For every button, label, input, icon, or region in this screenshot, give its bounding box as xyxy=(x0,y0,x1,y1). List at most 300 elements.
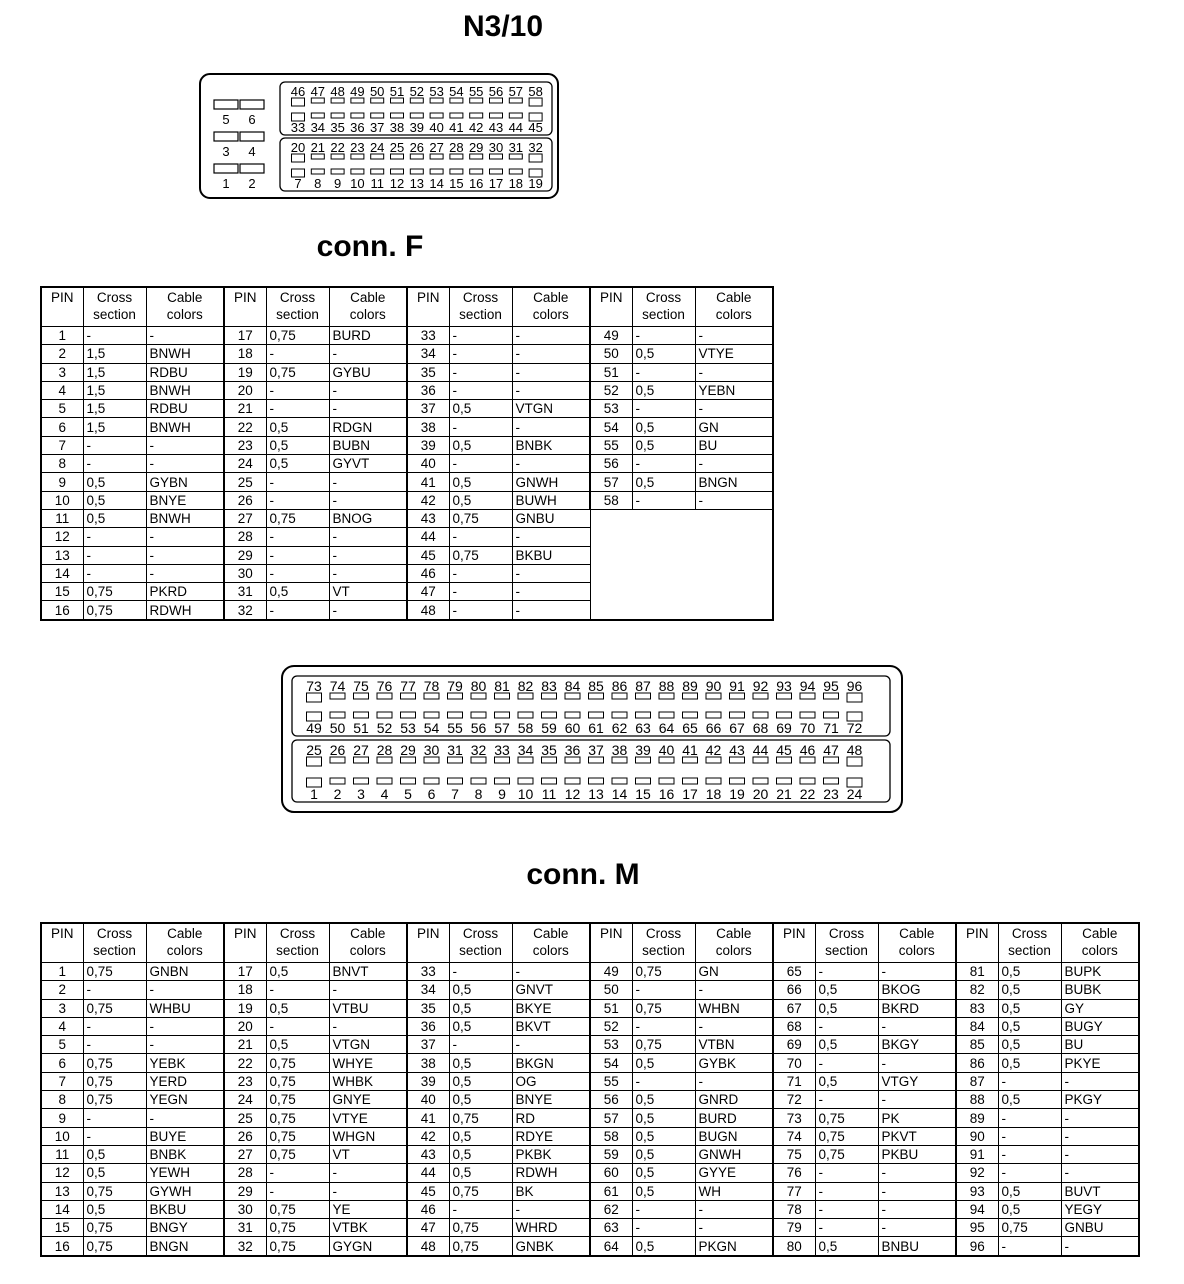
conn-m-upper-pin-label: 77 xyxy=(400,678,416,694)
cross-section: 0,5 xyxy=(815,1072,878,1090)
pin-number: 35 xyxy=(407,999,449,1017)
cross-section: 0,75 xyxy=(815,1145,878,1163)
conn-m-upper-pin-slot xyxy=(589,712,604,718)
conn-m-upper-pin-label: 65 xyxy=(682,720,698,736)
cable-colors: BURD xyxy=(695,1109,773,1127)
cable-colors: BKGN xyxy=(512,1054,590,1072)
cross-section: - xyxy=(449,345,512,363)
cross-section: - xyxy=(83,528,146,546)
conn-m-lower-pin-label: 48 xyxy=(846,742,863,758)
table-row xyxy=(41,981,1139,999)
conn-f-lower-pin-slot xyxy=(509,169,522,174)
conn-f-lower-pin-slot xyxy=(490,169,503,174)
pin-number: 48 xyxy=(407,601,449,620)
cable-colors: VTBK xyxy=(329,1219,407,1237)
conn-m-lower-pin-label: 46 xyxy=(799,742,816,758)
pin-number: 17 xyxy=(224,963,266,981)
conn-f-lower-pin-label: 27 xyxy=(429,140,444,155)
cross-section: 0,75 xyxy=(632,999,695,1017)
conn-m-lower-pin-label: 1 xyxy=(310,786,318,802)
cross-header-line: Cross xyxy=(828,926,865,941)
pin-number: 59 xyxy=(590,1145,632,1163)
pin-number: 32 xyxy=(224,1237,266,1256)
conn-f-lower-pin-label: 16 xyxy=(468,176,484,191)
pin-number: 4 xyxy=(41,381,83,399)
cross-section: - xyxy=(632,400,695,418)
cable-colors: - xyxy=(1061,1145,1139,1163)
pin-number: 67 xyxy=(773,999,815,1017)
pin-number: 9 xyxy=(41,473,83,491)
cross-section: - xyxy=(83,564,146,582)
pin-number: 81 xyxy=(956,963,998,981)
conn-m-upper-pin-label: 91 xyxy=(729,678,745,694)
cross-section: 0,5 xyxy=(998,1182,1061,1200)
cable-colors: BNYE xyxy=(512,1091,590,1109)
pin-number: 89 xyxy=(956,1109,998,1127)
cross-section: 0,75 xyxy=(83,963,146,981)
pin-header: PIN xyxy=(41,287,83,327)
conn-f-upper-pin-label: 37 xyxy=(369,120,385,135)
conn-m-lower-pin-slot xyxy=(495,778,510,784)
table-row xyxy=(41,1109,1139,1127)
cross-section: 0,75 xyxy=(83,1182,146,1200)
pin-number: 50 xyxy=(590,345,632,363)
pin-number: 14 xyxy=(41,1200,83,1218)
cross-header xyxy=(266,923,329,963)
pin-number: 39 xyxy=(407,1072,449,1090)
cable-header-line: Cable xyxy=(350,926,386,941)
cross-section: - xyxy=(83,981,146,999)
table-row xyxy=(41,1200,1139,1218)
conn-f-lower-pin-label: 18 xyxy=(508,176,524,191)
table-row xyxy=(41,1127,1139,1145)
cross-section: 0,5 xyxy=(632,1237,695,1256)
table-row xyxy=(41,381,773,399)
pin-number: 57 xyxy=(590,473,632,491)
cable-colors: BNWH xyxy=(146,418,224,436)
cable-colors: GYBU xyxy=(329,363,407,381)
table-row xyxy=(41,1054,1139,1072)
cable-colors: BNGN xyxy=(146,1237,224,1256)
pin-number: 1 xyxy=(41,963,83,981)
conn-f-power-label: 6 xyxy=(248,112,256,127)
cross-section: 0,75 xyxy=(266,1145,329,1163)
cable-colors: YEWH xyxy=(146,1164,224,1182)
cross-section: - xyxy=(449,528,512,546)
pin-number: 96 xyxy=(956,1237,998,1256)
conn-f-lower-pin-label: 8 xyxy=(314,176,322,191)
empty-cell xyxy=(632,546,695,564)
conn-f-lower-pin-label: 25 xyxy=(389,140,405,155)
cable-header xyxy=(878,923,956,963)
conn-f-upper-pin-label: 48 xyxy=(330,84,345,99)
conn-f-upper-pin-label: 38 xyxy=(389,120,405,135)
pin-number: 84 xyxy=(956,1017,998,1035)
cross-section: 0,5 xyxy=(632,345,695,363)
conn-f-lower-pin-slot xyxy=(331,169,344,174)
pin-number: 21 xyxy=(224,400,266,418)
cross-header xyxy=(449,287,512,327)
cross-section: 0,5 xyxy=(632,436,695,454)
pin-number: 91 xyxy=(956,1145,998,1163)
pin-number: 43 xyxy=(407,509,449,527)
pin-number: 69 xyxy=(773,1036,815,1054)
pin-number: 55 xyxy=(590,1072,632,1090)
pin-number: 50 xyxy=(590,981,632,999)
table-row xyxy=(41,601,773,620)
cross-section: - xyxy=(449,327,512,345)
cross-section: 0,75 xyxy=(83,999,146,1017)
cable-colors: BKVT xyxy=(512,1017,590,1035)
cross-header-line: section xyxy=(93,307,136,322)
conn-m-lower-pin-label: 2 xyxy=(333,786,342,802)
cable-colors: - xyxy=(878,1219,956,1237)
cable-colors: BNBU xyxy=(878,1237,956,1256)
cross-section: 0,5 xyxy=(266,583,329,601)
pin-number: 3 xyxy=(41,999,83,1017)
pin-number: 78 xyxy=(773,1200,815,1218)
cable-header xyxy=(329,287,407,327)
conn-f-upper-pin-slot xyxy=(410,113,423,118)
pin-number: 31 xyxy=(224,1219,266,1237)
pin-number: 38 xyxy=(407,1054,449,1072)
pin-number: 16 xyxy=(41,1237,83,1256)
cable-colors: - xyxy=(695,363,773,381)
cable-colors: RDBU xyxy=(146,363,224,381)
pin-number: 6 xyxy=(41,418,83,436)
cross-section: 0,75 xyxy=(266,1072,329,1090)
pin-number: 42 xyxy=(407,1127,449,1145)
pin-number: 65 xyxy=(773,963,815,981)
cable-colors: BUBK xyxy=(1061,981,1139,999)
conn-f-upper-pin-slot xyxy=(331,113,344,118)
cable-header xyxy=(329,923,407,963)
table-row xyxy=(41,564,773,582)
cross-section: 0,75 xyxy=(632,963,695,981)
cable-colors: - xyxy=(695,981,773,999)
conn-f-lower-pin-label: 17 xyxy=(488,176,504,191)
cable-colors: - xyxy=(512,1200,590,1218)
conn-f-upper-pin-label: 45 xyxy=(528,120,543,135)
cable-colors: - xyxy=(695,455,773,473)
conn-m-upper-pin-slot xyxy=(565,712,580,718)
conn-m-lower-pin-slot xyxy=(706,778,721,784)
cable-colors: RDWH xyxy=(146,601,224,620)
conn-m-upper-pin-slot xyxy=(448,712,463,718)
cross-section: 0,75 xyxy=(266,1237,329,1256)
conn-m-lower-pin-slot xyxy=(824,778,839,784)
cable-header xyxy=(695,923,773,963)
pin-number: 47 xyxy=(407,583,449,601)
cross-section: 0,5 xyxy=(449,491,512,509)
cable-colors: - xyxy=(878,1182,956,1200)
cross-section: 0,5 xyxy=(632,418,695,436)
cable-colors: PKBU xyxy=(878,1145,956,1163)
pin-number: 58 xyxy=(590,1127,632,1145)
cable-colors: - xyxy=(146,1036,224,1054)
pin-number: 26 xyxy=(224,1127,266,1145)
cable-colors: GNWH xyxy=(512,473,590,491)
pin-number: 62 xyxy=(590,1200,632,1218)
cable-header-line: colors xyxy=(898,943,935,958)
pin-number: 39 xyxy=(407,436,449,454)
cross-header-line: Cross xyxy=(279,290,316,305)
conn-m-table xyxy=(40,922,1140,1257)
conn-f-upper-pin-slot xyxy=(311,113,324,118)
conn-m-upper-pin-label: 88 xyxy=(658,678,675,694)
conn-m-lower-pin-label: 15 xyxy=(635,786,651,802)
table-row xyxy=(41,509,773,527)
conn-m-upper-pin-label: 74 xyxy=(329,678,346,694)
conn-m-lower-pin-slot xyxy=(753,778,768,784)
pin-number: 33 xyxy=(407,963,449,981)
pin-number: 29 xyxy=(224,1182,266,1200)
conn-f-upper-pin-label: 58 xyxy=(528,84,543,99)
cable-colors: PK xyxy=(878,1109,956,1127)
cross-section: 0,75 xyxy=(449,1182,512,1200)
pin-number: 9 xyxy=(41,1109,83,1127)
empty-cell xyxy=(590,583,632,601)
cross-section: - xyxy=(632,1072,695,1090)
conn-f-upper-pin-slot xyxy=(529,98,542,106)
conn-m-lower-pin-label: 12 xyxy=(564,786,581,802)
cross-section: - xyxy=(266,1164,329,1182)
cross-section: 0,5 xyxy=(83,491,146,509)
pin-number: 93 xyxy=(956,1182,998,1200)
conn-m-lower-pin-label: 24 xyxy=(846,786,863,802)
conn-m-upper-pin-label: 86 xyxy=(611,678,628,694)
pin-number: 25 xyxy=(224,473,266,491)
cross-header-line: section xyxy=(93,943,136,958)
conn-f-upper-pin-label: 46 xyxy=(290,84,306,99)
conn-m-lower-pin-label: 4 xyxy=(380,786,389,802)
cross-header-line: section xyxy=(1008,943,1051,958)
cross-section: - xyxy=(266,564,329,582)
cross-section: 0,5 xyxy=(998,1036,1061,1054)
conn-m-upper-pin-slot xyxy=(330,712,345,718)
conn-m-upper-pin-slot xyxy=(424,712,439,718)
conn-f-upper-pin-label: 43 xyxy=(488,120,504,135)
conn-f-lower-pin-slot xyxy=(410,169,423,174)
conn-m-lower-pin-label: 34 xyxy=(517,742,534,758)
pin-number: 49 xyxy=(590,963,632,981)
cable-colors: - xyxy=(695,1017,773,1035)
cable-colors: BNOG xyxy=(329,509,407,527)
cable-colors: - xyxy=(512,963,590,981)
conn-m-upper-pin-label: 94 xyxy=(799,678,816,694)
cross-section: - xyxy=(266,981,329,999)
conn-m-lower-pin-label: 44 xyxy=(752,742,769,758)
cable-colors: - xyxy=(329,528,407,546)
cable-colors: GNRD xyxy=(695,1091,773,1109)
cross-section: 0,5 xyxy=(449,999,512,1017)
cable-colors: GNVT xyxy=(512,981,590,999)
cross-section: 0,5 xyxy=(998,981,1061,999)
cable-colors: - xyxy=(146,564,224,582)
cable-colors: VTBU xyxy=(329,999,407,1017)
cross-section: 0,75 xyxy=(266,1054,329,1072)
cross-section: 0,75 xyxy=(266,363,329,381)
cross-header-line: section xyxy=(642,943,685,958)
pin-header: PIN xyxy=(590,923,632,963)
cross-section: - xyxy=(266,546,329,564)
conn-m-upper-pin-label: 62 xyxy=(611,720,628,736)
conn-f-power-slot xyxy=(240,100,264,109)
cable-header-line: Cable xyxy=(716,290,752,305)
conn-f-upper-pin-slot xyxy=(351,113,364,118)
pin-number: 28 xyxy=(224,1164,266,1182)
cable-colors: BNGY xyxy=(146,1219,224,1237)
cross-section: 0,5 xyxy=(449,1164,512,1182)
table-row xyxy=(41,583,773,601)
cross-section: 0,5 xyxy=(998,1091,1061,1109)
cable-colors: GYBK xyxy=(695,1054,773,1072)
cross-section: 0,75 xyxy=(266,1109,329,1127)
cross-section: 1,5 xyxy=(83,363,146,381)
cross-section: - xyxy=(815,963,878,981)
cable-colors: GYWH xyxy=(146,1182,224,1200)
cross-section: 0,5 xyxy=(266,963,329,981)
cable-colors: - xyxy=(1061,1072,1139,1090)
pin-number: 47 xyxy=(407,1219,449,1237)
pin-number: 52 xyxy=(590,381,632,399)
pin-header: PIN xyxy=(590,287,632,327)
cross-section: 0,75 xyxy=(83,1072,146,1090)
cable-colors: GNYE xyxy=(329,1091,407,1109)
cross-header-line: Cross xyxy=(462,290,499,305)
cross-section: - xyxy=(83,327,146,345)
pin-header: PIN xyxy=(773,923,815,963)
conn-f-lower-pin-slot xyxy=(529,154,542,162)
conn-f-lower-pin-label: 19 xyxy=(528,176,543,191)
cross-section: 1,5 xyxy=(83,381,146,399)
conn-m-lower-pin-slot xyxy=(800,778,815,784)
conn-m-lower-pin-label: 38 xyxy=(611,742,628,758)
cross-header-line: section xyxy=(642,307,685,322)
cross-section: 0,75 xyxy=(266,1127,329,1145)
cable-colors: - xyxy=(1061,1109,1139,1127)
cross-section: - xyxy=(266,400,329,418)
cross-section: 0,5 xyxy=(83,1164,146,1182)
pin-number: 37 xyxy=(407,400,449,418)
cross-section: - xyxy=(449,601,512,620)
pin-number: 33 xyxy=(407,327,449,345)
cable-colors: PKVT xyxy=(878,1127,956,1145)
conn-m-upper-pin-slot xyxy=(401,712,416,718)
conn-m-lower-pin-label: 6 xyxy=(427,786,436,802)
conn-m-upper-pin-label: 57 xyxy=(494,720,510,736)
conn-f-lower-pin-label: 22 xyxy=(330,140,345,155)
pin-header: PIN xyxy=(224,923,266,963)
cable-colors: VTGN xyxy=(512,400,590,418)
conn-m-upper-pin-label: 87 xyxy=(635,678,651,694)
conn-m-upper-pin-label: 52 xyxy=(376,720,393,736)
conn-f-upper-pin-slot xyxy=(450,113,463,118)
pin-number: 23 xyxy=(224,1072,266,1090)
conn-f-upper-pin-slot xyxy=(509,113,522,118)
conn-m-lower-pin-label: 3 xyxy=(357,786,365,802)
cross-section: 0,75 xyxy=(83,1219,146,1237)
conn-m-lower-pin-label: 19 xyxy=(729,786,745,802)
conn-f-title: conn. F xyxy=(316,230,424,263)
pin-number: 11 xyxy=(41,1145,83,1163)
conn-m-upper-pin-label: 76 xyxy=(376,678,393,694)
conn-f-power-slot xyxy=(240,132,264,141)
empty-cell xyxy=(632,583,695,601)
cross-section: 0,5 xyxy=(449,473,512,491)
pin-number: 7 xyxy=(41,1072,83,1090)
cable-colors: - xyxy=(878,1017,956,1035)
cable-colors: BUGN xyxy=(695,1127,773,1145)
conn-m-upper-pin-label: 89 xyxy=(682,678,698,694)
cable-colors: - xyxy=(329,345,407,363)
conn-m-title: conn. M xyxy=(526,858,640,891)
cross-section: 0,75 xyxy=(83,601,146,620)
conn-m-lower-pin-label: 11 xyxy=(541,786,557,802)
cross-section: 0,75 xyxy=(266,1200,329,1218)
table-header-row xyxy=(41,287,773,327)
cross-section: 0,75 xyxy=(266,509,329,527)
conn-f-upper-pin-label: 55 xyxy=(468,84,484,99)
cross-header-line: Cross xyxy=(1011,926,1048,941)
cable-colors: - xyxy=(695,400,773,418)
pin-number: 51 xyxy=(590,363,632,381)
conn-m-lower-pin-label: 20 xyxy=(752,786,769,802)
cross-section: 0,75 xyxy=(815,1127,878,1145)
cable-colors: BUYE xyxy=(146,1127,224,1145)
conn-f-lower-pin-label: 23 xyxy=(350,140,365,155)
pin-number: 32 xyxy=(224,601,266,620)
pin-number: 22 xyxy=(224,418,266,436)
cable-header-line: colors xyxy=(532,943,569,958)
conn-f-lower-pin-label: 13 xyxy=(409,176,425,191)
conn-m-upper-pin-label: 63 xyxy=(635,720,651,736)
cable-colors: - xyxy=(512,455,590,473)
pin-number: 74 xyxy=(773,1127,815,1145)
cross-section: - xyxy=(449,1036,512,1054)
cross-header xyxy=(998,923,1061,963)
conn-m-lower-pin-label: 5 xyxy=(404,786,412,802)
cross-section: - xyxy=(632,981,695,999)
cable-colors: - xyxy=(878,963,956,981)
cable-colors: - xyxy=(512,528,590,546)
cross-section: 0,5 xyxy=(449,1017,512,1035)
conn-m-upper-pin-slot xyxy=(542,712,557,718)
conn-m-lower-pin-label: 43 xyxy=(729,742,745,758)
conn-f-upper-pin-label: 42 xyxy=(468,120,484,135)
conn-f-power-label: 5 xyxy=(222,112,230,127)
conn-m-lower-pin-label: 7 xyxy=(451,786,459,802)
cross-section: - xyxy=(632,363,695,381)
cable-colors: YE xyxy=(329,1200,407,1218)
pin-number: 56 xyxy=(590,1091,632,1109)
conn-f-lower-pin-label: 11 xyxy=(370,176,384,191)
cross-section: - xyxy=(632,1017,695,1035)
pin-header: PIN xyxy=(407,287,449,327)
conn-m-lower-pin-label: 31 xyxy=(447,742,463,758)
conn-f-upper-pin-slot xyxy=(371,113,384,118)
table-row xyxy=(41,418,773,436)
cross-section: - xyxy=(815,1182,878,1200)
conn-m-upper-pin-label: 67 xyxy=(729,720,745,736)
conn-m-upper-pin-label: 66 xyxy=(705,720,722,736)
conn-m-lower-pin-slot xyxy=(659,778,674,784)
table-row xyxy=(41,1091,1139,1109)
conn-m-lower-pin-label: 33 xyxy=(494,742,510,758)
cross-header xyxy=(83,923,146,963)
cross-section: 0,5 xyxy=(632,1145,695,1163)
conn-f-lower-pin-slot xyxy=(430,169,443,174)
